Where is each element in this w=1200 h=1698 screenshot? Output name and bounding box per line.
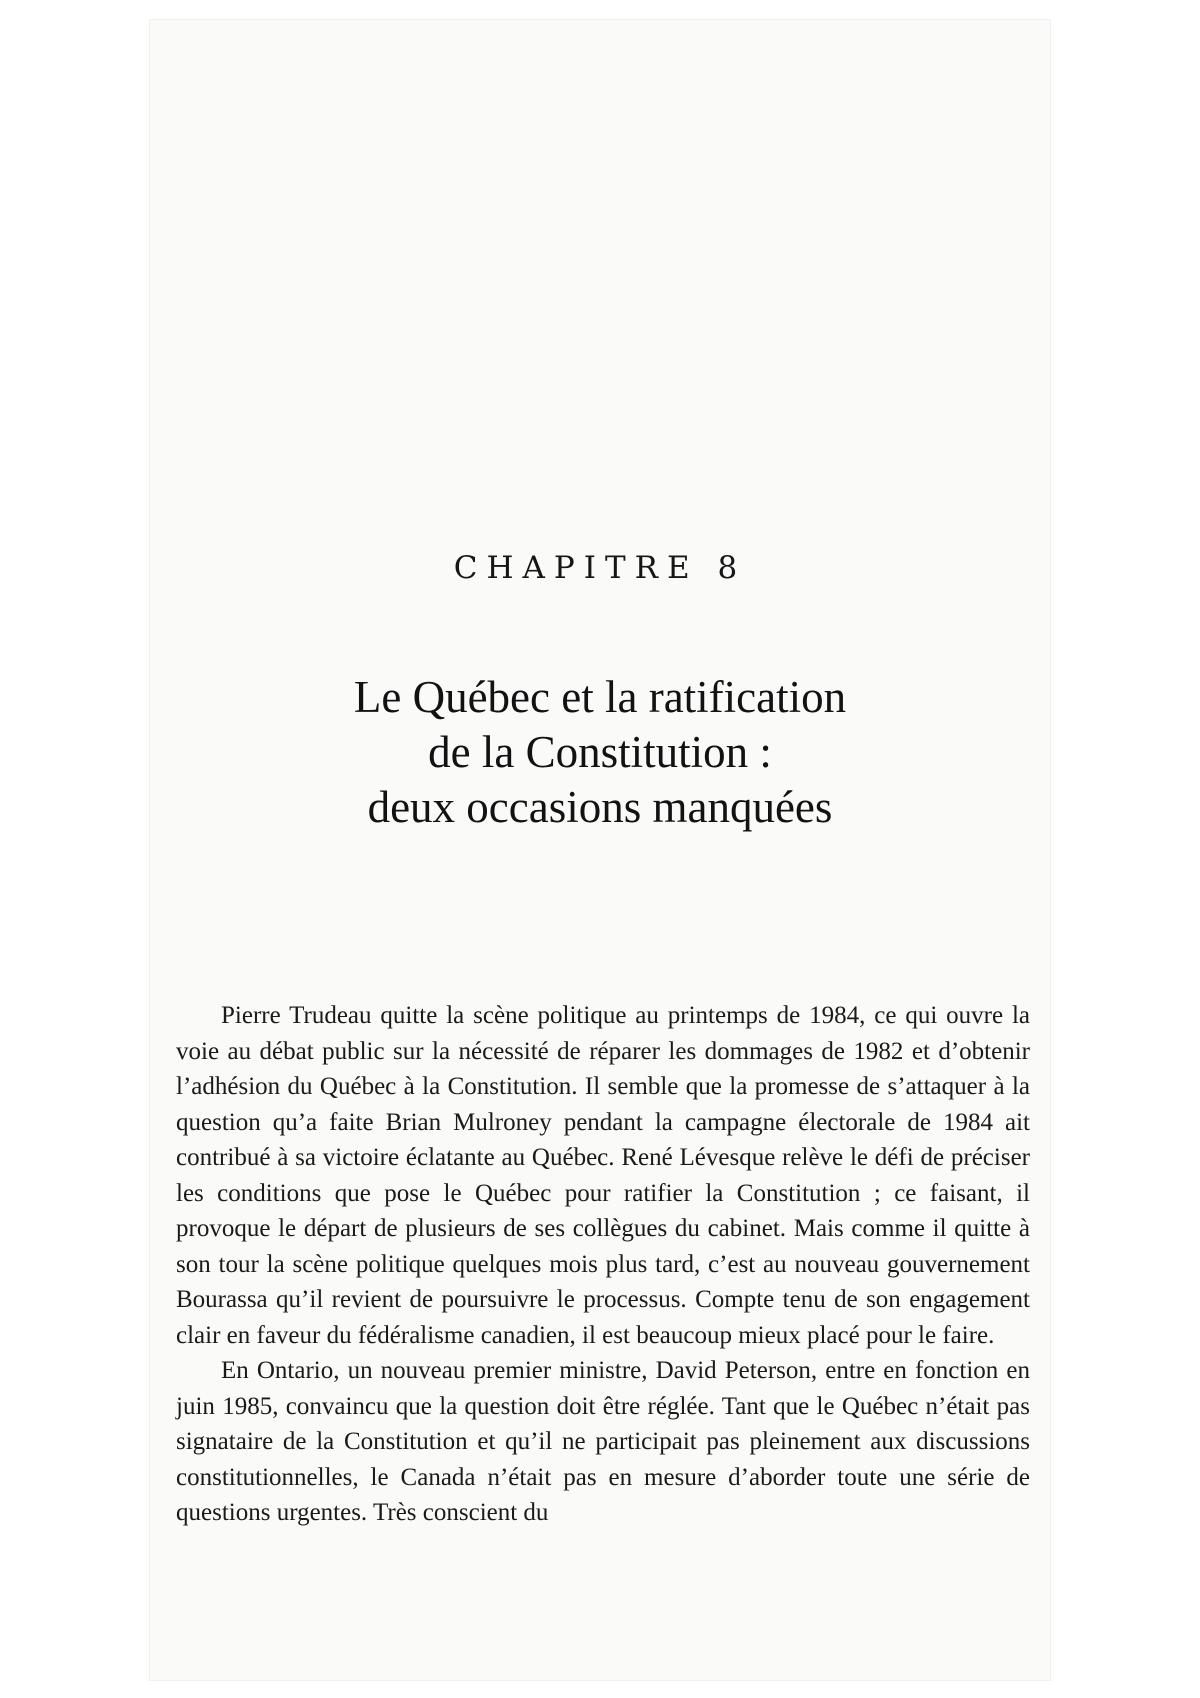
- chapter-title-line-1: Le Québec et la ratification: [353, 672, 847, 722]
- chapter-label: CHAPITRE 8: [453, 550, 747, 586]
- paragraph-1: Pierre Trudeau quitte la scène politique au printemps de 1984, ce qui ouvre la voie au débat public sur la nécessité de réparer les dommages de 1982 et d’obtenir l’adhésion du Québec à la Constitution. Il semble que la promesse de s’attaquer à la question qu’a faite Brian Mulroney pendant la campagne électorale de 1984 ait contribué à sa victoire éclatante au Québec. René Lévesque relève le défi de préciser les conditions que pose le Québec pour ratifier la Constitution ; ce faisant, il provoque le départ de plusieurs de ses collègues du cabinet. Mais comme il quitte à son tour la scène politique quelques mois plus tard, c’est au nouveau gouvernement Bourassa qu’il revient de poursuivre le processus. Compte tenu de son engagement clair en faveur du fédéralisme canadien, il est beaucoup mieux placé pour le faire.: [176, 1002, 1030, 1349]
- chapter-title-line-3: deux occasions manquées: [367, 782, 833, 832]
- document-page: [150, 20, 1050, 1680]
- paragraph-2: En Ontario, un nouveau premier ministre, David Peterson, entre en fonction en juin 1985, convaincu que la question doit être réglée. Tant que le Québec n’était pas signataire de la Constitution et qu’il ne participait pas pleinement aux discussions constitutionnelles, le Canada n’était pas en mesure d’aborder toute une série de questions urgentes. Très conscient du: [176, 1357, 1030, 1526]
- chapter-title: [150, 670, 1050, 835]
- body-text: [176, 998, 1030, 1531]
- chapter-title-line-2: de la Constitution :: [428, 727, 772, 777]
